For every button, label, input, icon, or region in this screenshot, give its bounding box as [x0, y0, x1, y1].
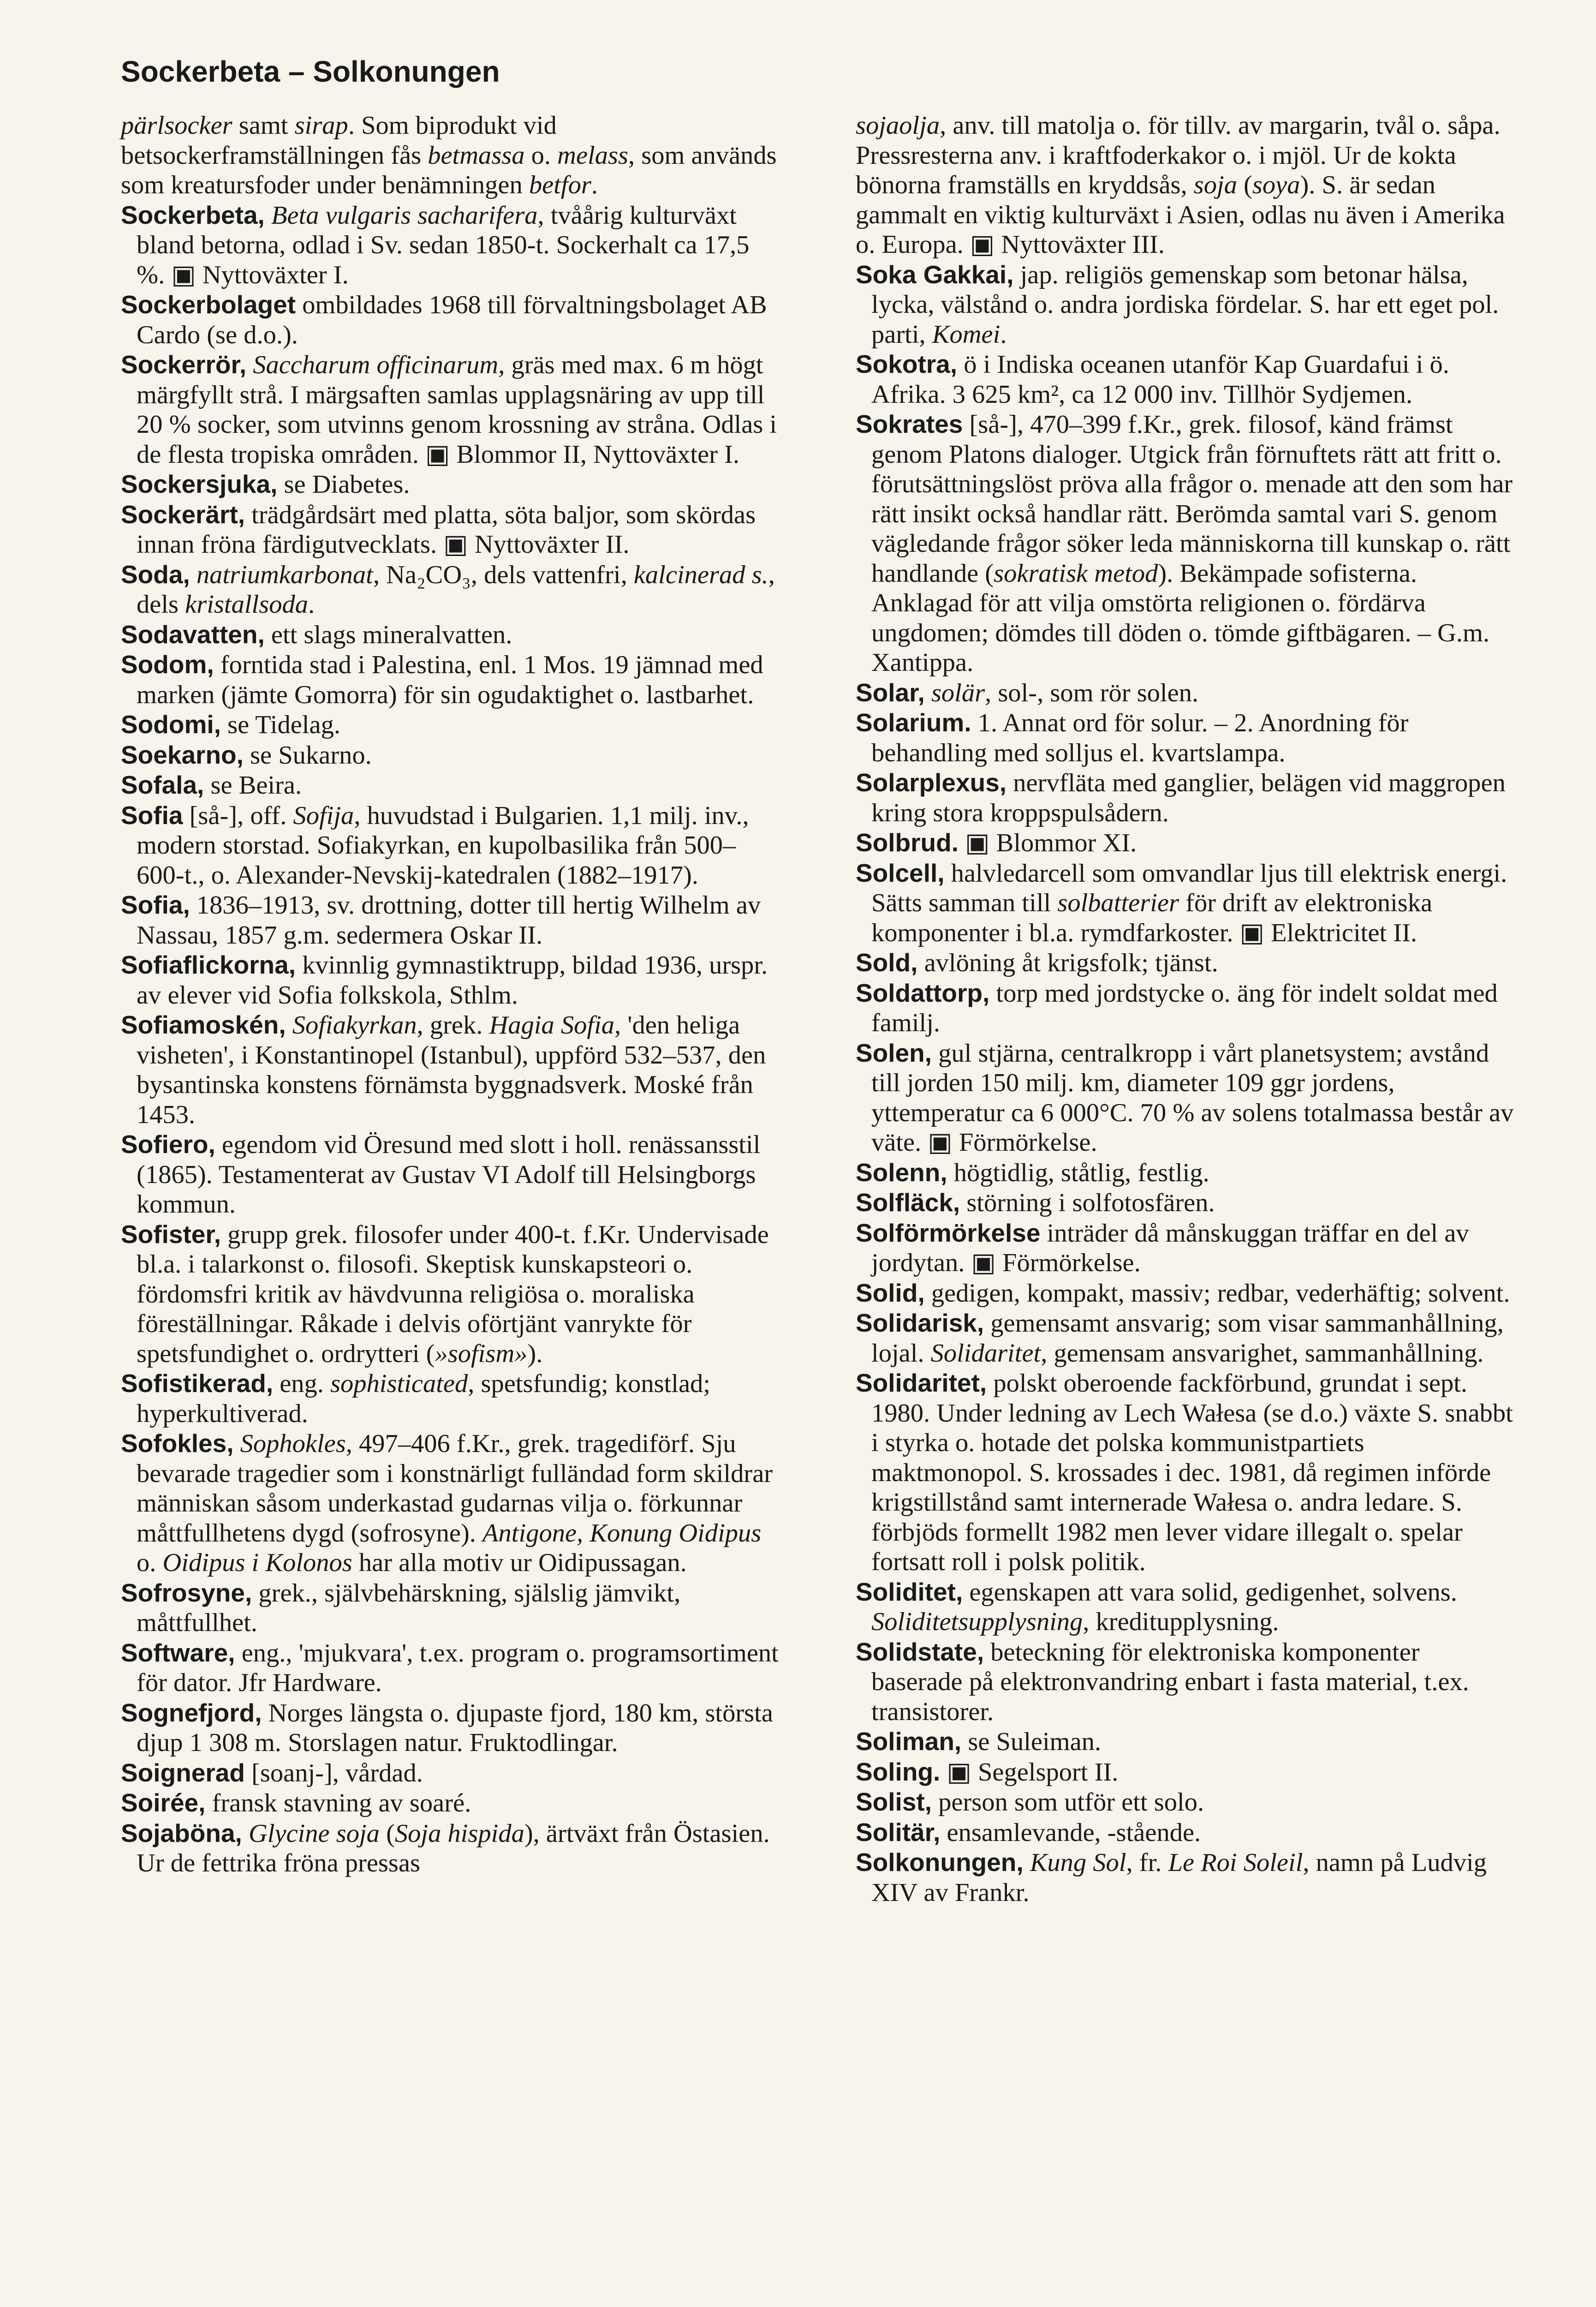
entry-headword: Sockerbolaget	[121, 290, 296, 319]
entry-headword: Solar,	[856, 678, 925, 707]
entry-text: störning i solfotosfären.	[960, 1189, 1215, 1217]
entry-headword: Soldattorp,	[856, 978, 990, 1007]
dictionary-entry	[856, 260, 1515, 350]
dictionary-entry	[856, 1218, 1515, 1278]
entry-text: , som används som kreatursfoder under benämningen	[121, 141, 777, 199]
entry-headword: Soka Gakkai,	[856, 260, 1014, 289]
entry-italic-text: soja	[1193, 171, 1237, 199]
entry-headword: Sokrates	[856, 410, 963, 438]
entry-headword: Sockerärt,	[121, 500, 245, 529]
entry-text: ombildades 1968 till förvaltningsbolaget AB Cardo (se d.o.).	[137, 291, 767, 349]
entry-text: polskt oberoende fackförbund, grundat i sept. 1980. Under ledning av Lech Wałesa (se d.o.) växte S. snabbt i styrka o. hotade det polska kommunistpartiets maktmonopol. S. krossades i dec. 1981, då regimen införde krigstillstånd samt internerade Wałesa o. andra ledare. S. förbjöds formellt 1982 men lever vidare illegalt o. spelar fortsatt roll i polsk politik.	[871, 1369, 1513, 1576]
entry-headword: Solidaritet,	[856, 1369, 987, 1397]
entry-headword: Soliman,	[856, 1727, 962, 1756]
entry-text: trädgårdsärt med platta, söta baljor, som skördas innan fröna färdigutvecklats. ▣ Nyttoväxter II.	[137, 500, 756, 559]
dictionary-entry	[856, 828, 1515, 858]
entry-text: gul stjärna, centralkropp i vårt planetsystem; avstånd till jorden 150 milj. km, diameter 109 ggr jordens, yttemperatur ca 6 000°C. 70 % av solens totalmassa består av väte. ▣ Förmörkelse.	[871, 1039, 1514, 1157]
entry-text: , huvudstad i Bulgarien. 1,1 milj. inv., modern storstad. Sofiakyrkan, en kupolbasilika från 500–600-t., o. Alexander-Nevskij-katedralen (1882–1917).	[137, 801, 749, 890]
dictionary-entry	[856, 1158, 1515, 1188]
entry-italic-text: »sofism»	[435, 1339, 528, 1368]
entry-headword: Solidarisk,	[856, 1309, 984, 1337]
entry-italic-text: solbatterier	[1057, 889, 1179, 917]
entry-text: , namn på Ludvig XIV av Frankr.	[871, 1848, 1487, 1907]
entry-headword: Sodom,	[121, 650, 214, 679]
entry-text: , gräs med max. 6 m högt märgfyllt strå. I märgsaften samlas upplagsnäring av upp till 20 % socker, som utvinns genom krossning av stråna. Odlas i de flesta tropiska områden. ▣ Blommor II, Nyttoväxter I.	[137, 351, 777, 469]
dictionary-entry	[121, 1578, 780, 1638]
entry-text: , Na₂CO₃, dels vattenfri,	[373, 560, 634, 589]
entry-headword: Sodomi,	[121, 710, 221, 739]
entry-text: , 497–406 f.Kr., grek. tragediförf. Sju bevarade tragedier som i konstnärligt fulländad form skildrar människan såsom underkastad gudarnas vilja o. förkunnar måttfullhetens dygd (sofrosyne).	[137, 1429, 773, 1548]
entry-text: ensamlevande, -stående.	[940, 1818, 1201, 1847]
dictionary-entry	[856, 1278, 1515, 1309]
entry-headword: Sofia,	[121, 891, 190, 919]
entry-headword: Solbrud.	[856, 828, 959, 857]
entry-headword: Soliditet,	[856, 1577, 963, 1606]
entry-italic-text: Sophokles	[240, 1429, 346, 1458]
entry-text	[190, 561, 197, 589]
entry-text: , anv. till matolja o. för tillv. av margarin, tvål o. såpa. Pressresterna anv. i kraftfoderkakor o. i mjöl. Ur de kokta bönorna framställs en kryddsås,	[856, 111, 1501, 199]
entry-italic-text: Solidaritet	[930, 1339, 1041, 1368]
entry-text: fransk stavning av soaré.	[205, 1789, 471, 1817]
entry-italic-text: sophisticated	[330, 1369, 468, 1398]
dictionary-entry	[121, 620, 780, 650]
entry-text: se Sukarno.	[243, 741, 372, 770]
dictionary-entry	[121, 1219, 780, 1369]
entry-text: egenskapen att vara solid, gedigenhet, solvens.	[963, 1578, 1457, 1607]
entry-headword: Sockerrör,	[121, 350, 247, 379]
left-column	[121, 111, 780, 1878]
entry-italic-text: natriumkarbonat	[196, 560, 373, 589]
dictionary-entry	[856, 1817, 1515, 1848]
entry-text: , 'den heliga visheten', i Konstantinopel (Istanbul), uppförd 532–537, den bysantinska konstens förnämsta byggnadsverk. Moské från 1453.	[137, 1011, 766, 1129]
entry-italic-text: Sofija	[293, 801, 354, 830]
entry-headword: Sofister,	[121, 1219, 221, 1249]
entry-headword: Sofiamoskén,	[121, 1010, 286, 1039]
dictionary-entry	[121, 1788, 780, 1818]
entry-italic-text: sokratisk metod	[994, 559, 1158, 588]
entry-headword: Solen,	[856, 1038, 932, 1067]
entry-headword: Solenn,	[856, 1158, 947, 1187]
entry-text: har alla motiv ur Oidipussagan.	[352, 1548, 687, 1577]
entry-text: ▣ Segelsport II.	[940, 1757, 1119, 1787]
entry-text: se Diabetes.	[277, 470, 410, 499]
entry-headword: Soirée,	[121, 1788, 206, 1817]
entry-italic-text: Kung Sol	[1030, 1848, 1126, 1877]
entry-text: o.	[137, 1548, 163, 1577]
entry-text: ). S. är sedan gammalt en viktig kulturväxt i Asien, odlas nu även i Amerika o. Europa. ▣ Nyttoväxter III.	[856, 171, 1505, 259]
entry-text: jap. religiös gemenskap som betonar hälsa, lycka, välstånd o. andra jordiska fördelar. S. har ett eget pol. parti,	[871, 260, 1499, 349]
dictionary-entry	[856, 1577, 1515, 1637]
right-column	[856, 111, 1515, 1907]
entry-text: högtidlig, ståtlig, festlig.	[947, 1158, 1209, 1187]
entry-text: se Beira.	[204, 771, 302, 800]
dictionary-entry	[856, 858, 1515, 948]
entry-text: , sol-, som rör solen.	[985, 678, 1199, 707]
dictionary-entry	[121, 469, 780, 500]
entry-italic-text: Sofiakyrkan	[292, 1011, 417, 1040]
entry-text: person som utför ett solo.	[932, 1788, 1204, 1817]
entry-italic-text: Hagia Sofia	[489, 1011, 615, 1040]
entry-text: se Tidelag.	[220, 711, 340, 739]
entry-text: ▣ Blommor XI.	[959, 829, 1137, 857]
entry-text: , tvåårig kulturväxt bland betorna, odlad i Sv. sedan 1850-t. Sockerhalt ca 17,5 %. ▣ Nyttoväxter I.	[137, 201, 750, 289]
dictionary-entry	[121, 1638, 780, 1698]
entry-headword: Solfläck,	[856, 1188, 960, 1217]
entry-text: [så-], off.	[183, 801, 293, 830]
dictionary-entry	[121, 500, 780, 560]
entry-text: kvinnlig gymnastiktrupp, bildad 1936, urspr. av elever vid Sofia folkskola, Sthlm.	[137, 951, 768, 1010]
dictionary-entry	[856, 708, 1515, 768]
entry-text: (	[379, 1819, 395, 1848]
dictionary-entry	[856, 1368, 1515, 1577]
entry-italic-text: Soja hispida	[394, 1819, 524, 1848]
entry-italic-text: kristallsoda	[185, 590, 308, 619]
entry-text: , spetsfundig; konstlad; hyperkultiverad.	[137, 1369, 710, 1428]
dictionary-entry	[121, 200, 780, 290]
dictionary-entry	[121, 1130, 780, 1219]
entry-headword: Solitär,	[856, 1817, 941, 1847]
entry-text: avlöning åt krigsfolk; tjänst.	[917, 949, 1218, 977]
entry-headword: Solförmörkelse	[856, 1218, 1041, 1247]
dictionary-entry	[121, 1758, 780, 1788]
dictionary-entry	[856, 1308, 1515, 1368]
entry-headword: Solcell,	[856, 858, 945, 887]
entry-text: , kreditupplysning.	[1083, 1608, 1279, 1636]
entry-headword: Solarplexus,	[856, 768, 1007, 797]
entry-text: Norges längsta o. djupaste fjord, 180 km, största djup 1 308 m. Storslagen natur. Fruktodlingar.	[137, 1698, 773, 1757]
entry-text: .	[1000, 320, 1007, 349]
dictionary-entry	[121, 1428, 780, 1578]
dictionary-entry	[121, 770, 780, 801]
entry-headword: Sockerbeta,	[121, 200, 265, 229]
dictionary-entry	[121, 801, 780, 891]
entry-text: eng., 'mjukvara', t.ex. program o. programsortiment för dator. Jfr Hardware.	[137, 1638, 779, 1697]
entry-italic-text: Glycine soja	[248, 1819, 380, 1848]
entry-headword: Sokotra,	[856, 350, 958, 378]
dictionary-entry	[121, 710, 780, 740]
entry-italic-text: Oidipus i Kolonos	[162, 1548, 352, 1577]
entry-headword: Sofistikerad,	[121, 1369, 274, 1398]
entry-text: beteckning för elektroniska komponenter baserade på elektronvandring enbart i fasta material, t.ex. transistorer.	[871, 1638, 1469, 1726]
dictionary-entry	[856, 111, 1515, 260]
entry-text: (	[1237, 171, 1252, 199]
entry-text: ö i Indiska oceanen utanför Kap Guardafui i ö. Afrika. 3 625 km², ca 12 000 inv. Tillhör Sydjemen.	[871, 350, 1449, 409]
entry-text: ). Bekämpade sofisterna. Anklagad för att vilja omstörta religionen o. fördärva ungdomen; dömdes till döden o. tömde giftbägaren. – G.m. Xantippa.	[871, 559, 1490, 677]
entry-headword: Sodavatten,	[121, 620, 265, 649]
dictionary-entry	[856, 1188, 1515, 1218]
dictionary-entry	[121, 650, 780, 710]
entry-italic-text: betfor	[529, 171, 591, 199]
entry-headword: Sofiaflickorna,	[121, 950, 296, 979]
entry-text: ett slags mineralvatten.	[264, 620, 512, 649]
entry-text: egendom vid Öresund med slott i holl. renässansstil (1865). Testamenterat av Gustav VI Adolf till Helsingborgs kommun.	[137, 1130, 761, 1219]
entry-italic-text: Beta vulgaris sacharifera	[271, 201, 538, 230]
entry-text: grupp grek. filosofer under 400-t. f.Kr. Undervisade bl.a. i talarkonst o. filosofi. Skeptisk kunskapsteori o. fördomsfri kritik av hävdvunna religiösa o. moraliska föreställningar. Råkade i delvis oförtjänt vanrykte för spetsfundighet o. ordrytteri (	[137, 1220, 769, 1368]
entry-text: , dels	[137, 560, 775, 619]
dictionary-entry	[856, 1787, 1515, 1817]
dictionary-entry	[856, 349, 1515, 409]
dictionary-entry	[856, 1637, 1515, 1727]
entry-text: ).	[527, 1339, 543, 1368]
entry-headword: Sockersjuka,	[121, 470, 278, 498]
entry-text: 1. Annat ord för solur. – 2. Anordning för behandling med solljus el. kvartslampa.	[871, 709, 1409, 767]
entry-text: .	[591, 171, 598, 199]
entry-headword: Sofala,	[121, 771, 204, 799]
entry-headword: Sofiero,	[121, 1130, 215, 1159]
dictionary-entry	[121, 1698, 780, 1758]
entry-headword: Sofrosyne,	[121, 1578, 252, 1607]
entry-headword: Sofokles,	[121, 1429, 234, 1458]
entry-text: halvledarcell som omvandlar ljus till elektrisk energi. Sätts samman till	[871, 859, 1507, 917]
entry-text	[286, 1011, 292, 1040]
entry-text: samt	[232, 111, 295, 140]
dictionary-entry	[856, 1038, 1515, 1158]
entry-italic-text: Soliditetsupplysning	[871, 1608, 1083, 1636]
entry-headword: Soekarno,	[121, 740, 244, 769]
entry-text: torp med jordstycke o. äng för indelt soldat med familj.	[871, 979, 1498, 1037]
running-head: Sockerbeta – Solkonungen	[121, 55, 500, 88]
dictionary-entry	[121, 950, 780, 1010]
dictionary-entry	[856, 978, 1515, 1038]
dictionary-entry	[121, 740, 780, 771]
entry-headword: Soling.	[856, 1757, 941, 1786]
entry-text: [så-], 470–399 f.Kr., grek. filosof, känd främst genom Platons dialoger. Utgick från förnuftets rätt att fritt o. förutsättningslöst pröva alla frågor o. menade att den som har rätt insikt också handlar rätt. Berömda samtal vari S. genom vägledande frågor söker leda människorna till kunskap o. rätt handlande (	[871, 410, 1513, 588]
entry-headword: Solidstate,	[856, 1637, 984, 1666]
entry-text: . Som biprodukt vid betsockerframställningen fås	[121, 111, 557, 170]
entry-italic-text: solär	[931, 678, 985, 707]
entry-text	[246, 351, 253, 379]
entry-text: gedigen, kompakt, massiv; redbar, vederhäftig; solvent.	[924, 1279, 1510, 1308]
entry-text	[234, 1429, 240, 1458]
entry-text: , gemensam ansvarighet, sammanhållning.	[1041, 1339, 1484, 1368]
dictionary-entry	[121, 1818, 780, 1878]
dictionary-entry	[121, 560, 780, 620]
entry-italic-text: sojaolja	[856, 111, 940, 140]
entry-text: forntida stad i Palestina, enl. 1 Mos. 19 jämnad med marken (jämte Gomorra) för sin ogudaktighet o. lastbarhet.	[137, 651, 763, 709]
entry-headword: Solid,	[856, 1278, 925, 1307]
entry-italic-text: melass	[557, 141, 628, 170]
dictionary-entry	[121, 111, 780, 200]
dictionary-entry	[121, 350, 780, 469]
dictionary-entry	[856, 678, 1515, 708]
entry-headword: Solarium.	[856, 708, 971, 737]
dictionary-entry	[856, 948, 1515, 978]
entry-text: eng.	[273, 1369, 331, 1398]
entry-italic-text: Le Roi Soleil	[1168, 1848, 1303, 1877]
dictionary-entry	[121, 290, 780, 350]
entry-text: o.	[524, 141, 558, 170]
entry-italic-text: pärlsocker	[121, 111, 232, 140]
entry-text	[1024, 1848, 1030, 1877]
entry-italic-text: Saccharum officinarum	[253, 351, 499, 379]
entry-italic-text: betmassa	[428, 141, 525, 170]
entry-italic-text: Komei	[932, 320, 1000, 349]
entry-text: .	[308, 590, 315, 619]
entry-text: gemensamt ansvarig; som visar sammanhållning, lojal.	[871, 1309, 1504, 1368]
dictionary-entry	[121, 890, 780, 950]
entry-text: [soanj-], vårdad.	[244, 1758, 423, 1787]
entry-text: 1836–1913, sv. drottning, dotter till hertig Wilhelm av Nassau, 1857 g.m. sedermera Oskar II.	[137, 891, 761, 950]
entry-headword: Solkonungen,	[856, 1848, 1024, 1877]
entry-text	[265, 201, 271, 230]
dictionary-entry	[856, 1757, 1515, 1787]
entry-text: se Suleiman.	[961, 1727, 1102, 1756]
entry-text: nervfläta med ganglier, belägen vid maggropen kring stora kroppspulsådern.	[871, 769, 1506, 827]
entry-italic-text: sirap	[294, 111, 348, 140]
entry-headword: Sojaböna,	[121, 1818, 242, 1847]
entry-headword: Soignerad	[121, 1758, 245, 1787]
entry-italic-text: soya	[1252, 171, 1300, 199]
entry-text: grek., självbehärskning, själslig jämvikt, måttfullhet.	[137, 1578, 681, 1637]
entry-headword: Sold,	[856, 948, 918, 977]
dictionary-entry	[856, 1847, 1515, 1907]
entry-headword: Sofia	[121, 801, 183, 830]
entry-headword: Soda,	[121, 560, 190, 589]
entry-italic-text: kalcinerad s.	[633, 560, 768, 589]
dictionary-entry	[856, 768, 1515, 828]
entry-headword: Software,	[121, 1638, 235, 1667]
entry-text: inträder då månskuggan träffar en del av jordytan. ▣ Förmörkelse.	[871, 1219, 1469, 1277]
entry-text	[242, 1819, 249, 1848]
entry-headword: Solist,	[856, 1787, 932, 1816]
dictionary-entry	[856, 409, 1515, 678]
entry-text: , fr.	[1126, 1848, 1168, 1877]
entry-italic-text: Antigone, Konung Oidipus	[482, 1518, 762, 1548]
entry-text: , grek.	[417, 1011, 489, 1040]
entry-text	[925, 679, 931, 707]
dictionary-entry	[121, 1010, 780, 1130]
dictionary-entry	[856, 1727, 1515, 1757]
entry-text: för drift av elektroniska komponenter i bl.a. rymdfarkoster. ▣ Elektricitet II.	[871, 889, 1433, 947]
entry-headword: Sognefjord,	[121, 1698, 262, 1727]
entry-text: ), ärtväxt från Östasien. Ur de fettrika fröna pressas	[137, 1819, 770, 1877]
dictionary-entry	[121, 1369, 780, 1428]
